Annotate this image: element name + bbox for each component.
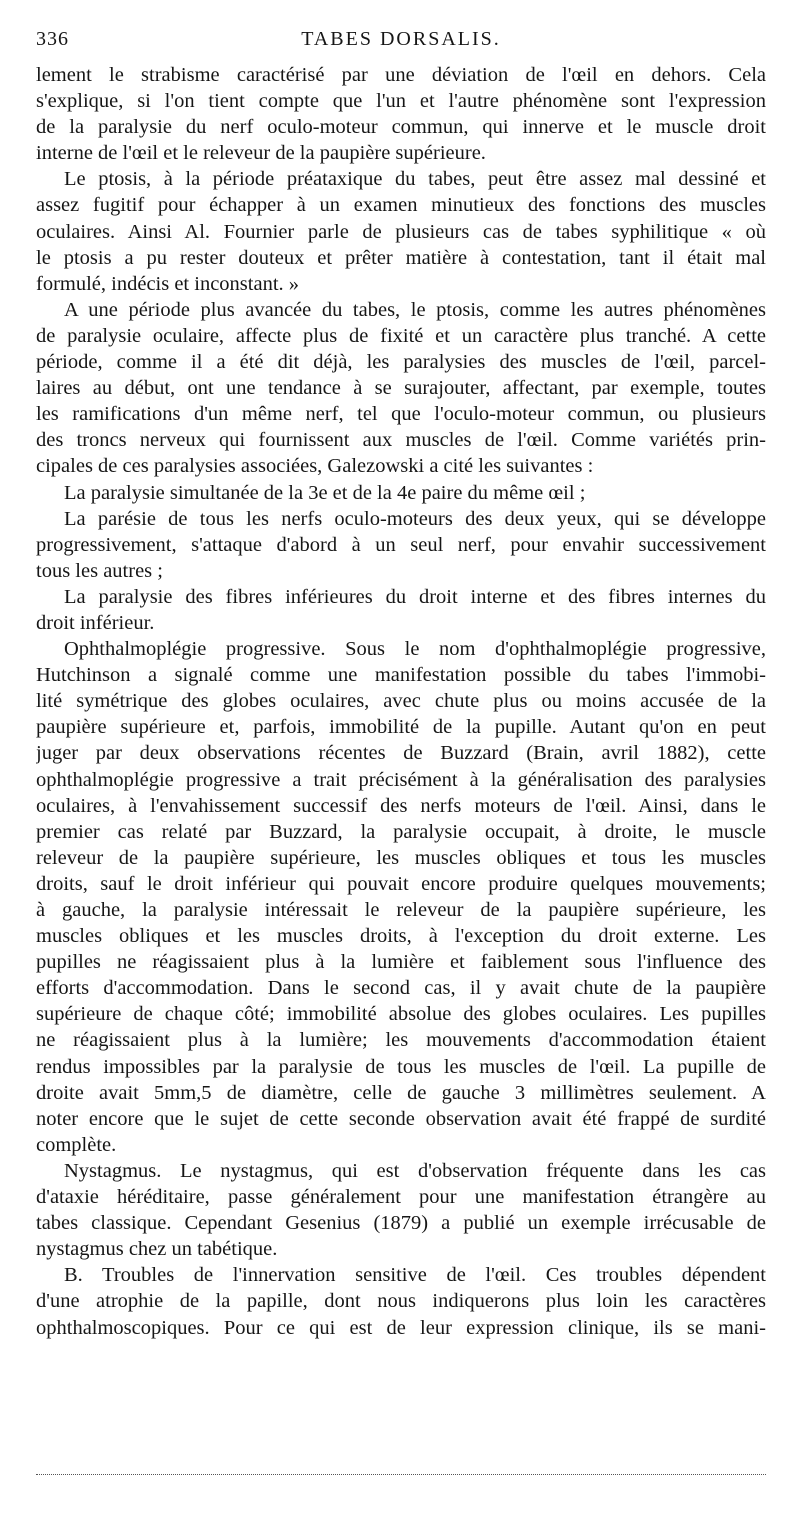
text-line: des troncs nerveux qui fournissent aux muscles de l'œil. Comme variétés prin- (36, 429, 766, 452)
text-line: Hutchinson a signalé comme une manifestation possible du tabes l'immobi- (36, 664, 766, 687)
text-line: Le ptosis, à la période préataxique du tabes, peut être assez mal dessiné et (64, 168, 766, 191)
text-line: droite avait 5mm,5 de diamètre, celle de gauche 3 millimètres seulement. A (36, 1081, 766, 1104)
text-line: droit inférieur. (36, 611, 155, 634)
text-line: releveur de la paupière supérieure, les muscles obliques et tous les muscles (36, 846, 766, 869)
text-line: A une période plus avancée du tabes, le ptosis, comme les autres phénomènes (64, 298, 766, 321)
text-line: formulé, indécis et inconstant. » (36, 272, 300, 295)
text-line: de paralysie oculaire, affecte plus de fixité et un caractère plus tranché. A cette (36, 324, 766, 347)
text-line: laires au début, ont une tendance à se surajouter, affectant, par exemple, toutes (36, 377, 766, 400)
text-line: s'explique, si l'on tient compte que l'un et l'autre phénomène sont l'expression (36, 90, 766, 113)
text-line: assez fugitif pour échapper à un examen minutieux des fonctions des muscles (36, 194, 766, 217)
text-line: d'une atrophie de la papille, dont nous indiquerons plus loin les caractères (36, 1290, 766, 1313)
text-line: paupière supérieure et, parfois, immobilité de la pupille. Autant qu'on en peut (36, 716, 766, 739)
body-text (36, 62, 766, 1341)
running-head (36, 28, 766, 56)
text-line: tous les autres ; (36, 559, 163, 582)
text-line: juger par deux observations récentes de Buzzard (Brain, avril 1882), cette (36, 742, 766, 765)
text-line: supérieure de chaque côté; immobilité absolue des globes oculaires. Les pupilles (36, 1003, 766, 1026)
text-line: cipales de ces paralysies associées, Galezowski a cité les suivantes : (36, 455, 594, 478)
text-line: muscles obliques et les muscles droits, à l'exception du droit externe. Les (36, 925, 766, 948)
text-line: B. Troubles de l'innervation sensitive de l'œil. Ces troubles dépendent (64, 1264, 766, 1287)
text-line: ophthalmoplégie progressive a trait précisément à la généralisation des paralysies (36, 768, 766, 791)
text-line: à gauche, la paralysie intéressait le releveur de la paupière supérieure, les (36, 899, 766, 921)
text-line: oculaires, à l'envahissement successif des nerfs moteurs de l'œil. Ainsi, dans le (36, 794, 766, 817)
text-line: La parésie de tous les nerfs oculo-moteurs des deux yeux, qui se développe (64, 507, 766, 530)
text-line: ne réagissaient plus à la lumière; les mouvements d'accommodation étaient (36, 1029, 766, 1052)
text-line: droits, sauf le droit inférieur qui pouvait encore produire quelques mouvements; (36, 872, 766, 895)
text-line: les ramifications d'un même nerf, tel que l'oculo-moteur commun, ou plusieurs (36, 403, 766, 426)
text-line: interne de l'œil et le releveur de la paupière supérieure. (36, 142, 486, 165)
text-line: Ophthalmoplégie progressive. Sous le nom d'ophthalmoplégie progressive, (64, 638, 766, 661)
text-line: nystagmus chez un tabétique. (36, 1238, 278, 1261)
page-number: 336 (36, 28, 69, 50)
text-line: lement le strabisme caractérisé par une déviation de l'œil en dehors. Cela (36, 64, 766, 86)
text-line: le ptosis a pu rester douteux et prêter matière à contestation, tant il était mal (36, 246, 766, 269)
text-line: ophthalmoscopiques. Pour ce qui est de leur expression clinique, ils se mani- (36, 1316, 766, 1339)
text-line: de la paralysie du nerf oculo-moteur commun, qui innerve et le muscle droit (36, 116, 766, 139)
text-line: tabes classique. Cependant Gesenius (1879) a publié un exemple irrécusable de (36, 1212, 766, 1235)
text-line: noter encore que le sujet de cette seconde observation avait été frappé de surdité (36, 1107, 766, 1130)
text-line: oculaires. Ainsi Al. Fournier parle de plusieurs cas de tabes syphilitique « où (36, 220, 766, 243)
text-line: rendus impossibles par la paralysie de tous les muscles de l'œil. La pupille de (36, 1055, 766, 1078)
text-line: La paralysie des fibres inférieures du droit interne et des fibres internes du (64, 585, 766, 608)
text-line: La paralysie simultanée de la 3e et de la 4e paire du même œil ; (64, 481, 586, 504)
text-line: progressivement, s'attaque d'abord à un seul nerf, pour envahir successivement (36, 533, 766, 556)
text-line: d'ataxie héréditaire, passe généralement pour une manifestation étrangère au (36, 1186, 766, 1209)
text-line: pupilles ne réagissaient plus à la lumière et faiblement sous l'influence des (36, 951, 766, 974)
text-line: période, comme il a été dit déjà, les paralysies des muscles de l'œil, parcel- (36, 351, 766, 374)
text-line: premier cas relaté par Buzzard, la paralysie occupait, à droite, le muscle (36, 820, 766, 843)
footer-dotted-rule (36, 1474, 766, 1475)
text-line: efforts d'accommodation. Dans le second cas, il y avait chute de la paupière (36, 977, 766, 1000)
running-title: TABES DORSALIS. (301, 28, 501, 50)
text-line: lité symétrique des globes oculaires, avec chute plus ou moins accusée de la (36, 690, 766, 713)
text-line: complète. (36, 1133, 117, 1156)
text-line: Nystagmus. Le nystagmus, qui est d'observation fréquente dans les cas (64, 1159, 766, 1182)
